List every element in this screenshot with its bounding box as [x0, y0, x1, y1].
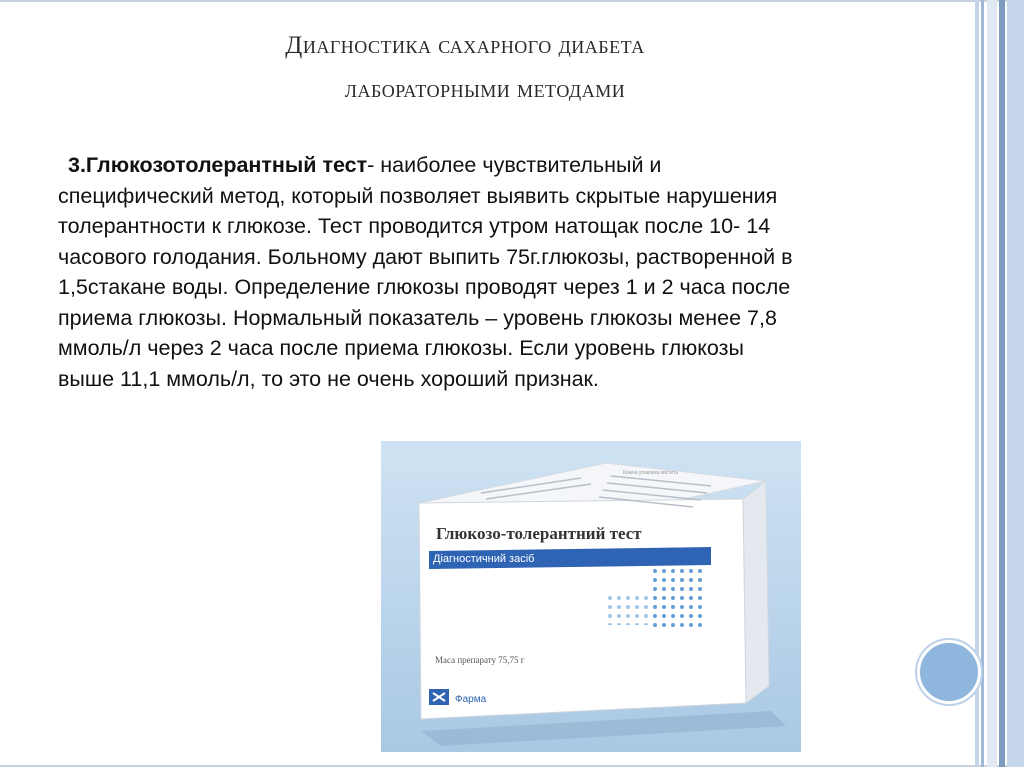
decorative-circle [917, 640, 981, 704]
product-photo [381, 441, 801, 752]
body-line-6: ммоль/л через 2 часа после приема глюкозы. Если уровень глюкозы [58, 336, 744, 360]
body-line-5: приема глюкозы. Нормальный показатель – уровень глюкозы менее 7,8 [58, 305, 777, 330]
box-subtitle: Діагностичний засіб [433, 553, 535, 565]
slide-title [180, 24, 750, 112]
body-line-2: толерантности к глюкозе. Тест проводится утром натощак после 10- 14 [58, 214, 771, 238]
term-bold: 3.Глюкозотолерантный тест [68, 153, 368, 177]
body-line-4: 1,5стакане воды. Определение глюкозы проводят через 1 и 2 часа после [58, 275, 791, 299]
body-line-3: часового голодания. Больному дают выпить 75г.глюкозы, растворенной в [58, 244, 793, 269]
brand-name: Фарма [455, 694, 487, 705]
box-mass: Маса препарату 75,75 г [435, 655, 525, 665]
box-small-text: Кожна упаковка містить [623, 470, 679, 476]
box-product-name: Глюкозо-толерантний тест [436, 524, 642, 543]
decorative-stripes [975, 0, 1024, 767]
body-paragraph [58, 150, 973, 394]
body-line-0: - наиболее чувствительный и [367, 153, 662, 177]
title-line-1: Диагностика сахарного диабета [285, 32, 645, 59]
body-line [58, 150, 973, 181]
body-line-7: выше 11,1 ммоль/л, то это не очень хороший признак. [58, 366, 599, 391]
product-box-image [381, 441, 801, 752]
top-border [0, 0, 1024, 2]
body-line-1: специфический метод, который позволяет выявить скрытые нарушения [58, 183, 778, 208]
title-line-2: лабораторными методами [344, 76, 626, 103]
